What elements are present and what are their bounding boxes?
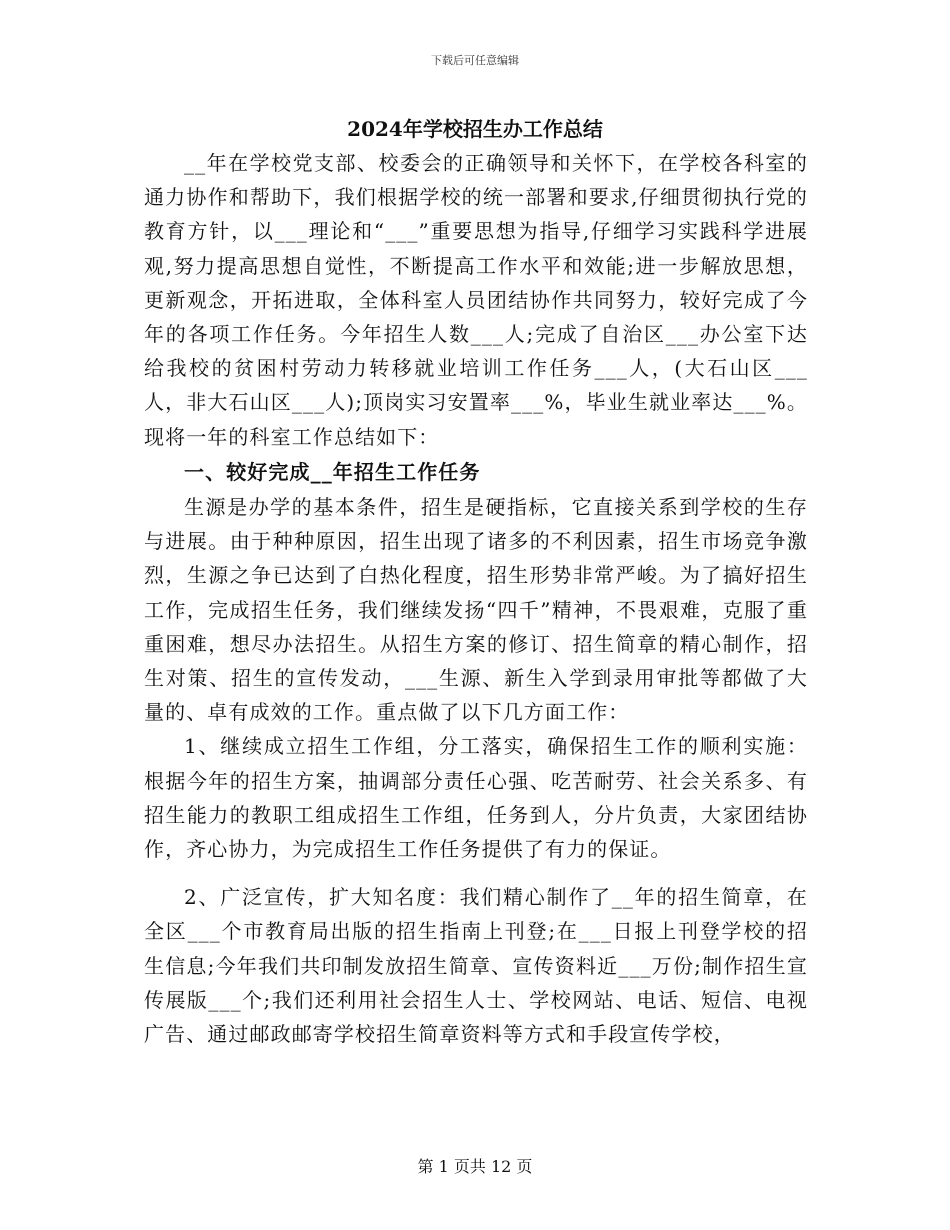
item-2-paragraph: 2、广泛宣传，扩大知名度：我们精心制作了__年的招生简章，在全区___个市教育局出版的招生指南上刊登;在___日报上刊登学校的招生信息;今年我们共印制发放招生简章、宣传资料近___万份;制作招生宣传展版___个;我们还利用社会招生人士、学校网站、电话、短信、电视广告、通过邮政邮寄学校招生简章资料等方式和手段宣传学校，	[144, 885, 808, 1047]
document-body	[144, 146, 808, 1051]
item-1-paragraph: 1、继续成立招生工作组，分工落实，确保招生工作的顺利实施：根据今年的招生方案，抽调部分责任心强、吃苦耐劳、社会关系多、有招生能力的教职工组成招生工作组，任务到人，分片负责，大家团结协作，齐心协力，为完成招生工作任务提供了有力的保证。	[144, 734, 808, 862]
section-heading-1: 一、较好完成__年招生工作任务	[184, 459, 481, 484]
intro-paragraph: __年在学校党支部、校委会的正确领导和关怀下，在学校各科室的通力协作和帮助下，我们根据学校的统一部署和要求,仔细贯彻执行党的教育方针，以___理论和“___”重要思想为指导,仔细学习实践科学进展观,努力提高思想自觉性，不断提高工作水平和效能;进一步解放思想，更新观念，开拓进取，全体科室人员团结协作共同努力，较好完成了今年的各项工作任务。今年招生人数___人;完成了自治区___办公室下达给我校的贫困村劳动力转移就业培训工作任务___人，(大石山区___人，非大石山区___人);顶岗实习安置率___%，毕业生就业率达___%。现将一年的科室工作总结如下：	[144, 151, 808, 449]
document-title: 2024年学校招生办工作总结	[347, 117, 603, 141]
section-1-paragraph: 生源是办学的基本条件，招生是硬指标，它直接关系到学校的生存与进展。由于种种原因，招生出现了诸多的不利因素，招生市场竞争激烈，生源之争已达到了白热化程度，招生形势非常严峻。为了搞好招生工作，完成招生任务，我们继续发扬“四千”精神，不畏艰难，克服了重重困难，想尽办法招生。从招生方案的修订、招生简章的精心制作，招生对策、招生的宣传发动，___生源、新生入学到录用审批等都做了大量的、卓有成效的工作。重点做了以下几方面工作：	[144, 495, 808, 725]
page-header-note: 下载后可任意编辑	[431, 54, 519, 67]
page-number-footer: 第 1 页共 12 页	[417, 1157, 533, 1176]
